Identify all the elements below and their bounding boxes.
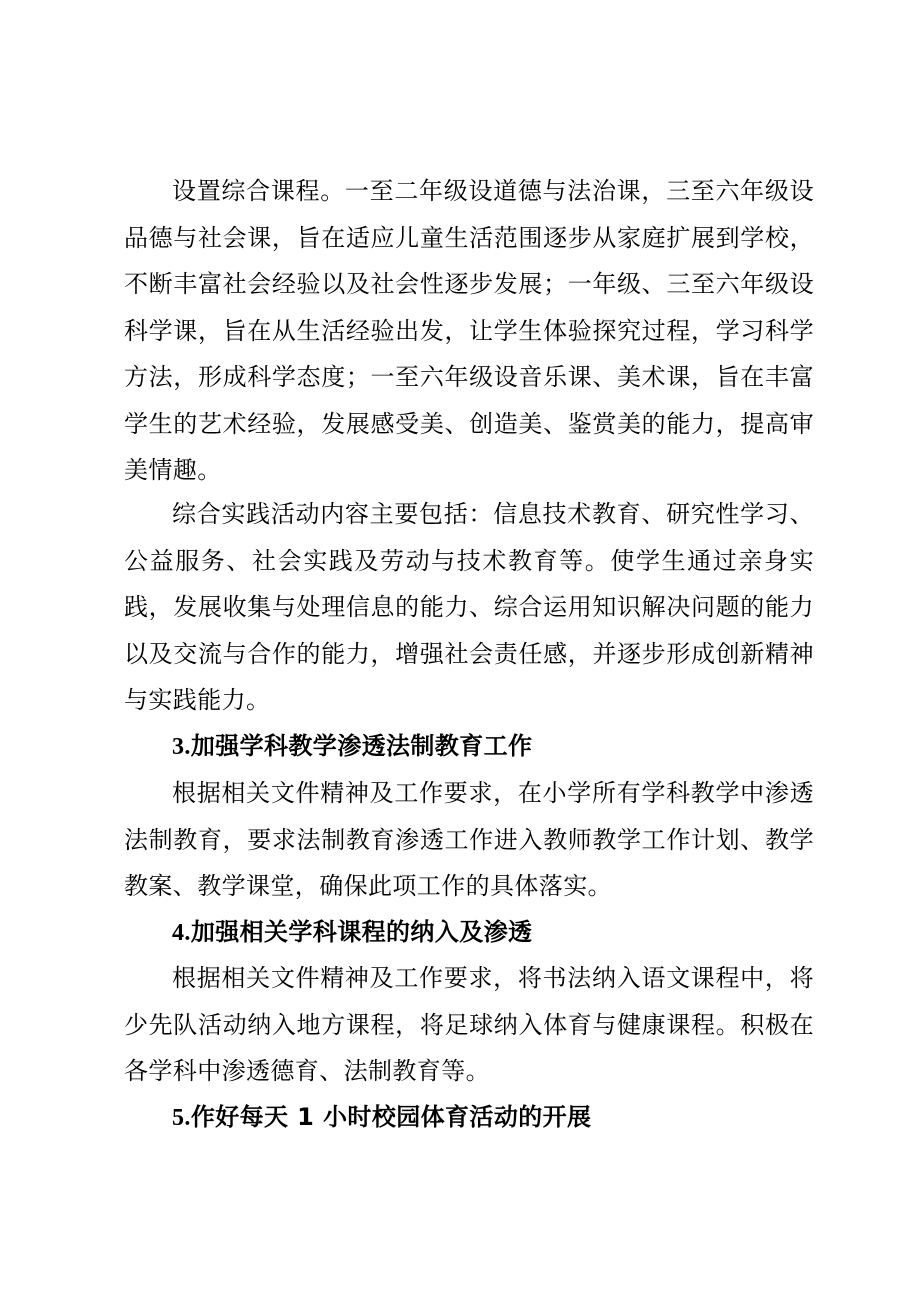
paragraph-legal-education: 根据相关文件精神及工作要求，在小学所有学科教学中渗透法制教育，要求法制教育渗透工作进入教师教学工作计划、教学教案、教学课堂，确保此项工作的具体落实。 bbox=[124, 779, 814, 900]
section-number: 3. bbox=[172, 734, 191, 760]
section-title: 加强学科教学渗透法制教育工作 bbox=[190, 732, 533, 760]
paragraph-integrated-courses: 设置综合课程。一至二年级设道德与法治课，三至六年级设品德与社会课，旨在适应儿童生活范围逐步从家庭扩展到学校，不断丰富社会经验以及社会性逐步发展；一年级、三至六年级设科学课，旨在从生活经验出发，让学生体验探究过程，学习科学方法，形成科学态度；一至六年级设音乐课、美术课，旨在丰富学生的艺术经验，发展感受美、创造美、鉴赏美的能力，提高审美情趣。 bbox=[124, 177, 814, 484]
section-heading-3 bbox=[172, 723, 812, 771]
section-heading-5 bbox=[172, 1094, 812, 1142]
paragraph-comprehensive-practice: 综合实践活动内容主要包括：信息技术教育、研究性学习、公益服务、社会实践及劳动与技术教育等。使学生通过亲身实践，发展收集与处理信息的能力、综合运用知识解决问题的能力以及交流与合作的能力，增强社会责任感，并逐步形成创新精神与实践能力。 bbox=[124, 500, 814, 714]
section-number: 4. bbox=[172, 920, 191, 946]
section-title: 加强相关学科课程的纳入及渗透 bbox=[190, 918, 533, 946]
section-title: 作好每天 1 小时校园体育活动的开展 bbox=[190, 1103, 592, 1131]
section-heading-4 bbox=[172, 909, 812, 957]
paragraph-course-integration: 根据相关文件精神及工作要求，将书法纳入语文课程中，将少先队活动纳入地方课程，将足球纳入体育与健康课程。积极在各学科中渗透德育、法制教育等。 bbox=[124, 964, 814, 1085]
section-number: 5. bbox=[172, 1105, 191, 1131]
